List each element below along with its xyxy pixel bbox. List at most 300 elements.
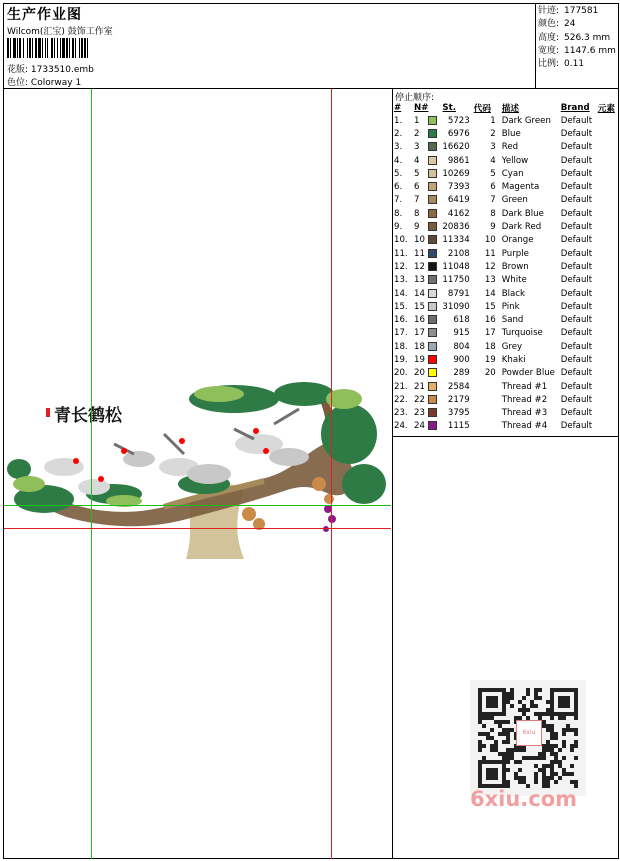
element-cell	[598, 353, 615, 366]
table-row	[394, 114, 615, 127]
thread-brand: Default	[560, 195, 593, 206]
element-cell	[598, 167, 615, 180]
color-swatch	[428, 340, 442, 353]
table-row	[394, 247, 615, 260]
color-swatch	[428, 154, 442, 167]
qr-module	[510, 748, 514, 752]
stitch-count: 618	[453, 315, 470, 326]
needle-number: 6	[414, 182, 420, 193]
thread-description: Dark Blue	[501, 208, 544, 219]
thread-brand: Default	[560, 128, 593, 139]
stop-index: 24.	[394, 421, 408, 432]
qr-module	[494, 740, 498, 744]
color-swatch-chip	[428, 209, 437, 218]
color-swatch	[428, 353, 442, 366]
table-row	[394, 313, 615, 326]
green-horizontal-guide	[4, 505, 391, 506]
stitch-count: 11048	[442, 261, 470, 272]
color-swatch-chip	[428, 222, 437, 231]
thread-brand: Default	[560, 408, 593, 419]
qr-module	[550, 716, 554, 720]
table-row	[394, 420, 615, 433]
thread-code: 17	[484, 328, 496, 339]
thread-brand: Default	[560, 288, 593, 299]
qr-module	[530, 756, 534, 760]
qr-module	[542, 748, 546, 752]
stat-row	[538, 45, 616, 58]
table-row	[394, 340, 615, 353]
qr-module	[502, 720, 506, 724]
table-row	[394, 393, 615, 406]
qr-module	[566, 772, 570, 776]
table-row	[394, 180, 615, 193]
colorway-label: 色位:	[7, 78, 29, 88]
qr-module	[490, 744, 494, 748]
needle-number: 23	[414, 408, 425, 419]
qr-module	[478, 744, 482, 748]
stop-index: 3.	[394, 142, 403, 153]
green-vertical-guide	[91, 89, 92, 859]
thread-code: 19	[484, 354, 496, 365]
qr-module	[506, 752, 510, 756]
stop-index: 16.	[394, 315, 408, 326]
thread-description: Yellow	[501, 155, 529, 166]
color-swatch	[428, 367, 442, 380]
table-row	[394, 287, 615, 300]
thread-brand: Default	[560, 315, 593, 326]
qr-module	[502, 756, 506, 760]
qr-finder-pattern	[486, 768, 498, 780]
thread-description: Purple	[501, 248, 529, 259]
element-cell	[598, 180, 615, 193]
seal-stamp	[46, 408, 50, 417]
qr-module	[550, 744, 554, 748]
stop-index: 19.	[394, 354, 408, 365]
qr-module	[514, 760, 518, 764]
thread-description: Pink	[501, 301, 520, 312]
thread-description: Thread #3	[501, 408, 548, 419]
file-line	[7, 62, 94, 75]
color-swatch-chip	[428, 368, 437, 377]
qr-module	[550, 776, 554, 780]
thread-description: Turquoise	[501, 328, 543, 339]
qr-module	[534, 780, 538, 784]
stitch-count: 11750	[442, 275, 470, 286]
column-header: N#	[414, 102, 429, 113]
qr-module	[538, 688, 542, 692]
color-swatch	[428, 207, 442, 220]
qr-module	[490, 716, 494, 720]
element-cell	[598, 327, 615, 340]
stat-label: 高度:	[538, 32, 560, 43]
color-swatch-chip	[428, 182, 437, 191]
stop-index: 4.	[394, 155, 403, 166]
qr-module	[550, 764, 554, 768]
colorway-line	[7, 75, 81, 88]
needle-number: 9	[414, 222, 420, 233]
qr-module	[550, 728, 554, 732]
qr-module	[506, 696, 510, 700]
thread-code	[474, 393, 502, 406]
stop-index: 11.	[394, 248, 408, 259]
qr-module	[526, 692, 530, 696]
table-row	[394, 220, 615, 233]
needle-number: 18	[414, 341, 425, 352]
qr-module	[482, 724, 486, 728]
thread-brand: Default	[560, 261, 593, 272]
qr-module	[574, 740, 578, 744]
page-title: 生产作业图	[7, 7, 82, 23]
qr-module	[506, 700, 510, 704]
stitch-count: 9861	[447, 155, 470, 166]
color-swatch	[428, 220, 442, 233]
color-swatch-chip	[428, 156, 437, 165]
qr-module	[514, 772, 518, 776]
thread-brand: Default	[560, 155, 593, 166]
element-cell	[598, 247, 615, 260]
element-cell	[598, 154, 615, 167]
stat-value: 526.3 mm	[564, 32, 611, 43]
stop-index: 20.	[394, 368, 408, 379]
qr-module	[506, 760, 510, 764]
qr-module	[482, 716, 486, 720]
needle-number: 19	[414, 354, 425, 365]
legend-bottom-divider	[392, 436, 619, 437]
qr-module	[554, 756, 558, 760]
element-cell	[598, 220, 615, 233]
qr-module	[570, 728, 574, 732]
element-cell	[598, 393, 615, 406]
qr-module	[518, 708, 522, 712]
qr-module	[502, 728, 506, 732]
element-cell	[598, 380, 615, 393]
qr-module	[478, 720, 482, 724]
thread-brand: Default	[560, 222, 593, 233]
qr-module	[534, 776, 538, 780]
qr-module	[534, 756, 538, 760]
thread-code: 18	[484, 341, 496, 352]
qr-module	[534, 704, 538, 708]
color-swatch-chip	[428, 328, 437, 337]
qr-module	[506, 728, 510, 732]
thread-brand: Default	[560, 275, 593, 286]
qr-module	[498, 720, 502, 724]
thread-code: 5	[490, 168, 496, 179]
needle-number: 21	[414, 381, 425, 392]
color-swatch	[428, 114, 442, 127]
table-row	[394, 141, 615, 154]
qr-module	[570, 744, 574, 748]
qr-module	[506, 692, 510, 696]
qr-module	[570, 772, 574, 776]
qr-module	[510, 728, 514, 732]
qr-module	[542, 724, 546, 728]
stop-index: 14.	[394, 288, 408, 299]
qr-module	[518, 700, 522, 704]
element-cell	[598, 340, 615, 353]
table-row	[394, 167, 615, 180]
color-swatch	[428, 407, 442, 420]
qr-module	[486, 736, 490, 740]
color-swatch-chip	[428, 235, 437, 244]
qr-module	[550, 732, 554, 736]
red-vertical-guide	[331, 89, 332, 859]
color-swatch	[428, 167, 442, 180]
qr-module	[542, 712, 546, 716]
stitch-count: 8791	[447, 288, 470, 299]
qr-module	[518, 776, 522, 780]
stat-value: 177581	[564, 6, 599, 16]
qr-module	[526, 756, 530, 760]
thread-description: Green	[501, 195, 528, 206]
qr-module	[538, 756, 542, 760]
qr-module	[510, 692, 514, 696]
column-header: St.	[442, 102, 456, 113]
qr-module	[534, 696, 538, 700]
thread-description: Brown	[501, 261, 529, 272]
color-swatch-chip	[428, 169, 437, 178]
stat-row	[538, 32, 616, 45]
qr-module	[542, 776, 546, 780]
qr-module	[490, 736, 494, 740]
qr-module	[546, 776, 550, 780]
qr-module	[554, 752, 558, 756]
qr-module	[482, 732, 486, 736]
stat-value: 0.11	[564, 59, 585, 70]
color-swatch	[428, 234, 442, 247]
qr-module	[538, 768, 542, 772]
thread-brand: Default	[560, 328, 593, 339]
qr-module	[542, 744, 546, 748]
qr-module	[506, 756, 510, 760]
qr-module	[518, 748, 522, 752]
color-swatch	[428, 393, 442, 406]
red-horizontal-guide	[4, 528, 391, 529]
qr-module	[510, 696, 514, 700]
stop-index: 10.	[394, 235, 408, 246]
stat-label: 颜色:	[538, 19, 560, 30]
needle-number: 16	[414, 315, 425, 326]
stat-row	[538, 58, 616, 71]
stat-row	[538, 5, 616, 18]
qr-module	[482, 756, 486, 760]
qr-module	[494, 748, 498, 752]
qr-module	[534, 764, 538, 768]
thread-code: 15	[484, 301, 496, 312]
stitch-count: 2584	[447, 381, 470, 392]
qr-module	[562, 768, 566, 772]
thread-description: Powder Blue	[501, 368, 555, 379]
thread-code: 11	[484, 248, 496, 259]
thread-code: 9	[490, 222, 496, 233]
element-cell	[598, 207, 615, 220]
stitch-count: 4162	[447, 208, 470, 219]
qr-module	[546, 728, 550, 732]
qr-module	[550, 760, 554, 764]
thread-code	[474, 407, 502, 420]
thread-description: Cyan	[501, 168, 524, 179]
qr-module	[490, 728, 494, 732]
qr-module	[542, 756, 546, 760]
qr-module	[546, 740, 550, 744]
thread-description: Grey	[501, 341, 523, 352]
element-cell	[598, 287, 615, 300]
table-row	[394, 154, 615, 167]
element-cell	[598, 260, 615, 273]
qr-module	[574, 756, 578, 760]
thread-description: Black	[501, 288, 526, 299]
color-swatch	[428, 194, 442, 207]
legend-divider	[392, 88, 393, 859]
thread-brand: Default	[560, 341, 593, 352]
barcode	[7, 38, 140, 58]
qr-module	[554, 736, 558, 740]
thread-brand: Default	[560, 248, 593, 259]
qr-module	[562, 740, 566, 744]
thread-description: Orange	[501, 235, 534, 246]
qr-module	[558, 764, 562, 768]
qr-module	[486, 716, 490, 720]
thread-description: Thread #1	[501, 381, 548, 392]
qr-module	[506, 720, 510, 724]
qr-module	[478, 716, 482, 720]
qr-module	[522, 708, 526, 712]
qr-module	[542, 720, 546, 724]
qr-module	[546, 700, 550, 704]
needle-number: 1	[414, 115, 420, 126]
qr-module	[506, 736, 510, 740]
stop-index: 22.	[394, 394, 408, 405]
qr-module	[546, 744, 550, 748]
thread-description: Blue	[501, 128, 521, 139]
table-row	[394, 367, 615, 380]
stitch-count: 2179	[447, 394, 470, 405]
qr-module	[550, 736, 554, 740]
color-swatch	[428, 180, 442, 193]
qr-module	[546, 780, 550, 784]
qr-module	[514, 748, 518, 752]
thread-code: 4	[490, 155, 496, 166]
stop-index: 6.	[394, 182, 403, 193]
column-header: 元素	[597, 103, 615, 114]
thread-code	[474, 420, 502, 433]
thread-description: Dark Green	[501, 115, 551, 126]
qr-module	[514, 776, 518, 780]
qr-module	[530, 704, 534, 708]
needle-number: 13	[414, 275, 425, 286]
thread-code	[474, 380, 502, 393]
color-swatch	[428, 313, 442, 326]
stop-index: 12.	[394, 261, 408, 272]
needle-number: 10	[414, 235, 425, 246]
stitch-count: 11334	[442, 235, 470, 246]
qr-module	[506, 732, 510, 736]
element-cell	[598, 234, 615, 247]
stop-index: 2.	[394, 128, 403, 139]
thread-code: 14	[484, 288, 496, 299]
stitch-count: 900	[453, 354, 470, 365]
column-header: Brand	[560, 102, 590, 113]
qr-module	[550, 724, 554, 728]
qr-module	[526, 708, 530, 712]
color-swatch-chip	[428, 395, 437, 404]
needle-number: 17	[414, 328, 425, 339]
qr-module	[490, 748, 494, 752]
qr-module	[546, 708, 550, 712]
table-row	[394, 127, 615, 140]
stop-index: 13.	[394, 275, 408, 286]
needle-number: 14	[414, 288, 425, 299]
thread-code: 10	[484, 235, 496, 246]
qr-module	[562, 744, 566, 748]
stop-index: 18.	[394, 341, 408, 352]
qr-module	[562, 756, 566, 760]
stitch-count: 3795	[447, 408, 470, 419]
qr-module	[570, 780, 574, 784]
needle-number: 15	[414, 301, 425, 312]
thread-description: White	[501, 275, 527, 286]
qr-module	[542, 764, 546, 768]
thread-brand: Default	[560, 182, 593, 193]
column-header: #	[394, 102, 402, 113]
stop-index: 1.	[394, 115, 403, 126]
color-swatch	[428, 380, 442, 393]
stitch-count: 16620	[442, 142, 470, 153]
needle-number: 3	[414, 142, 420, 153]
qr-module	[534, 688, 538, 692]
qr-module	[522, 704, 526, 708]
needle-number: 8	[414, 208, 420, 219]
color-swatch-chip	[428, 315, 437, 324]
qr-module	[534, 712, 538, 716]
qr-module	[510, 756, 514, 760]
table-row	[394, 353, 615, 366]
thread-color-table	[394, 101, 615, 433]
qr-module	[542, 780, 546, 784]
stat-label: 针迹:	[538, 6, 560, 16]
file-label: 花版:	[7, 65, 29, 75]
qr-module	[554, 780, 558, 784]
qr-module	[522, 712, 526, 716]
thread-code: 13	[484, 275, 496, 286]
stop-index: 7.	[394, 195, 403, 206]
qr-module	[534, 692, 538, 696]
stat-label: 宽度:	[538, 45, 560, 56]
thread-code: 3	[490, 142, 496, 153]
color-swatch-chip	[428, 129, 437, 138]
qr-module	[574, 728, 578, 732]
thread-brand: Default	[560, 368, 593, 379]
color-swatch	[428, 287, 442, 300]
qr-module	[554, 732, 558, 736]
color-swatch-chip	[428, 116, 437, 125]
element-cell	[598, 367, 615, 380]
qr-module	[550, 768, 554, 772]
design-preview	[4, 89, 392, 859]
color-swatch	[428, 127, 442, 140]
thread-code: 12	[484, 261, 496, 272]
thread-brand: Default	[560, 235, 593, 246]
stitch-count: 2108	[447, 248, 470, 259]
qr-module	[562, 716, 566, 720]
thread-code: 16	[484, 315, 496, 326]
table-row	[394, 407, 615, 420]
thread-brand: Default	[560, 394, 593, 405]
site-logo: 6xiu.com	[470, 787, 578, 811]
calligraphy-text: 青长鹤松	[54, 406, 122, 426]
stitch-count: 6976	[447, 128, 470, 139]
needle-number: 2	[414, 128, 420, 139]
